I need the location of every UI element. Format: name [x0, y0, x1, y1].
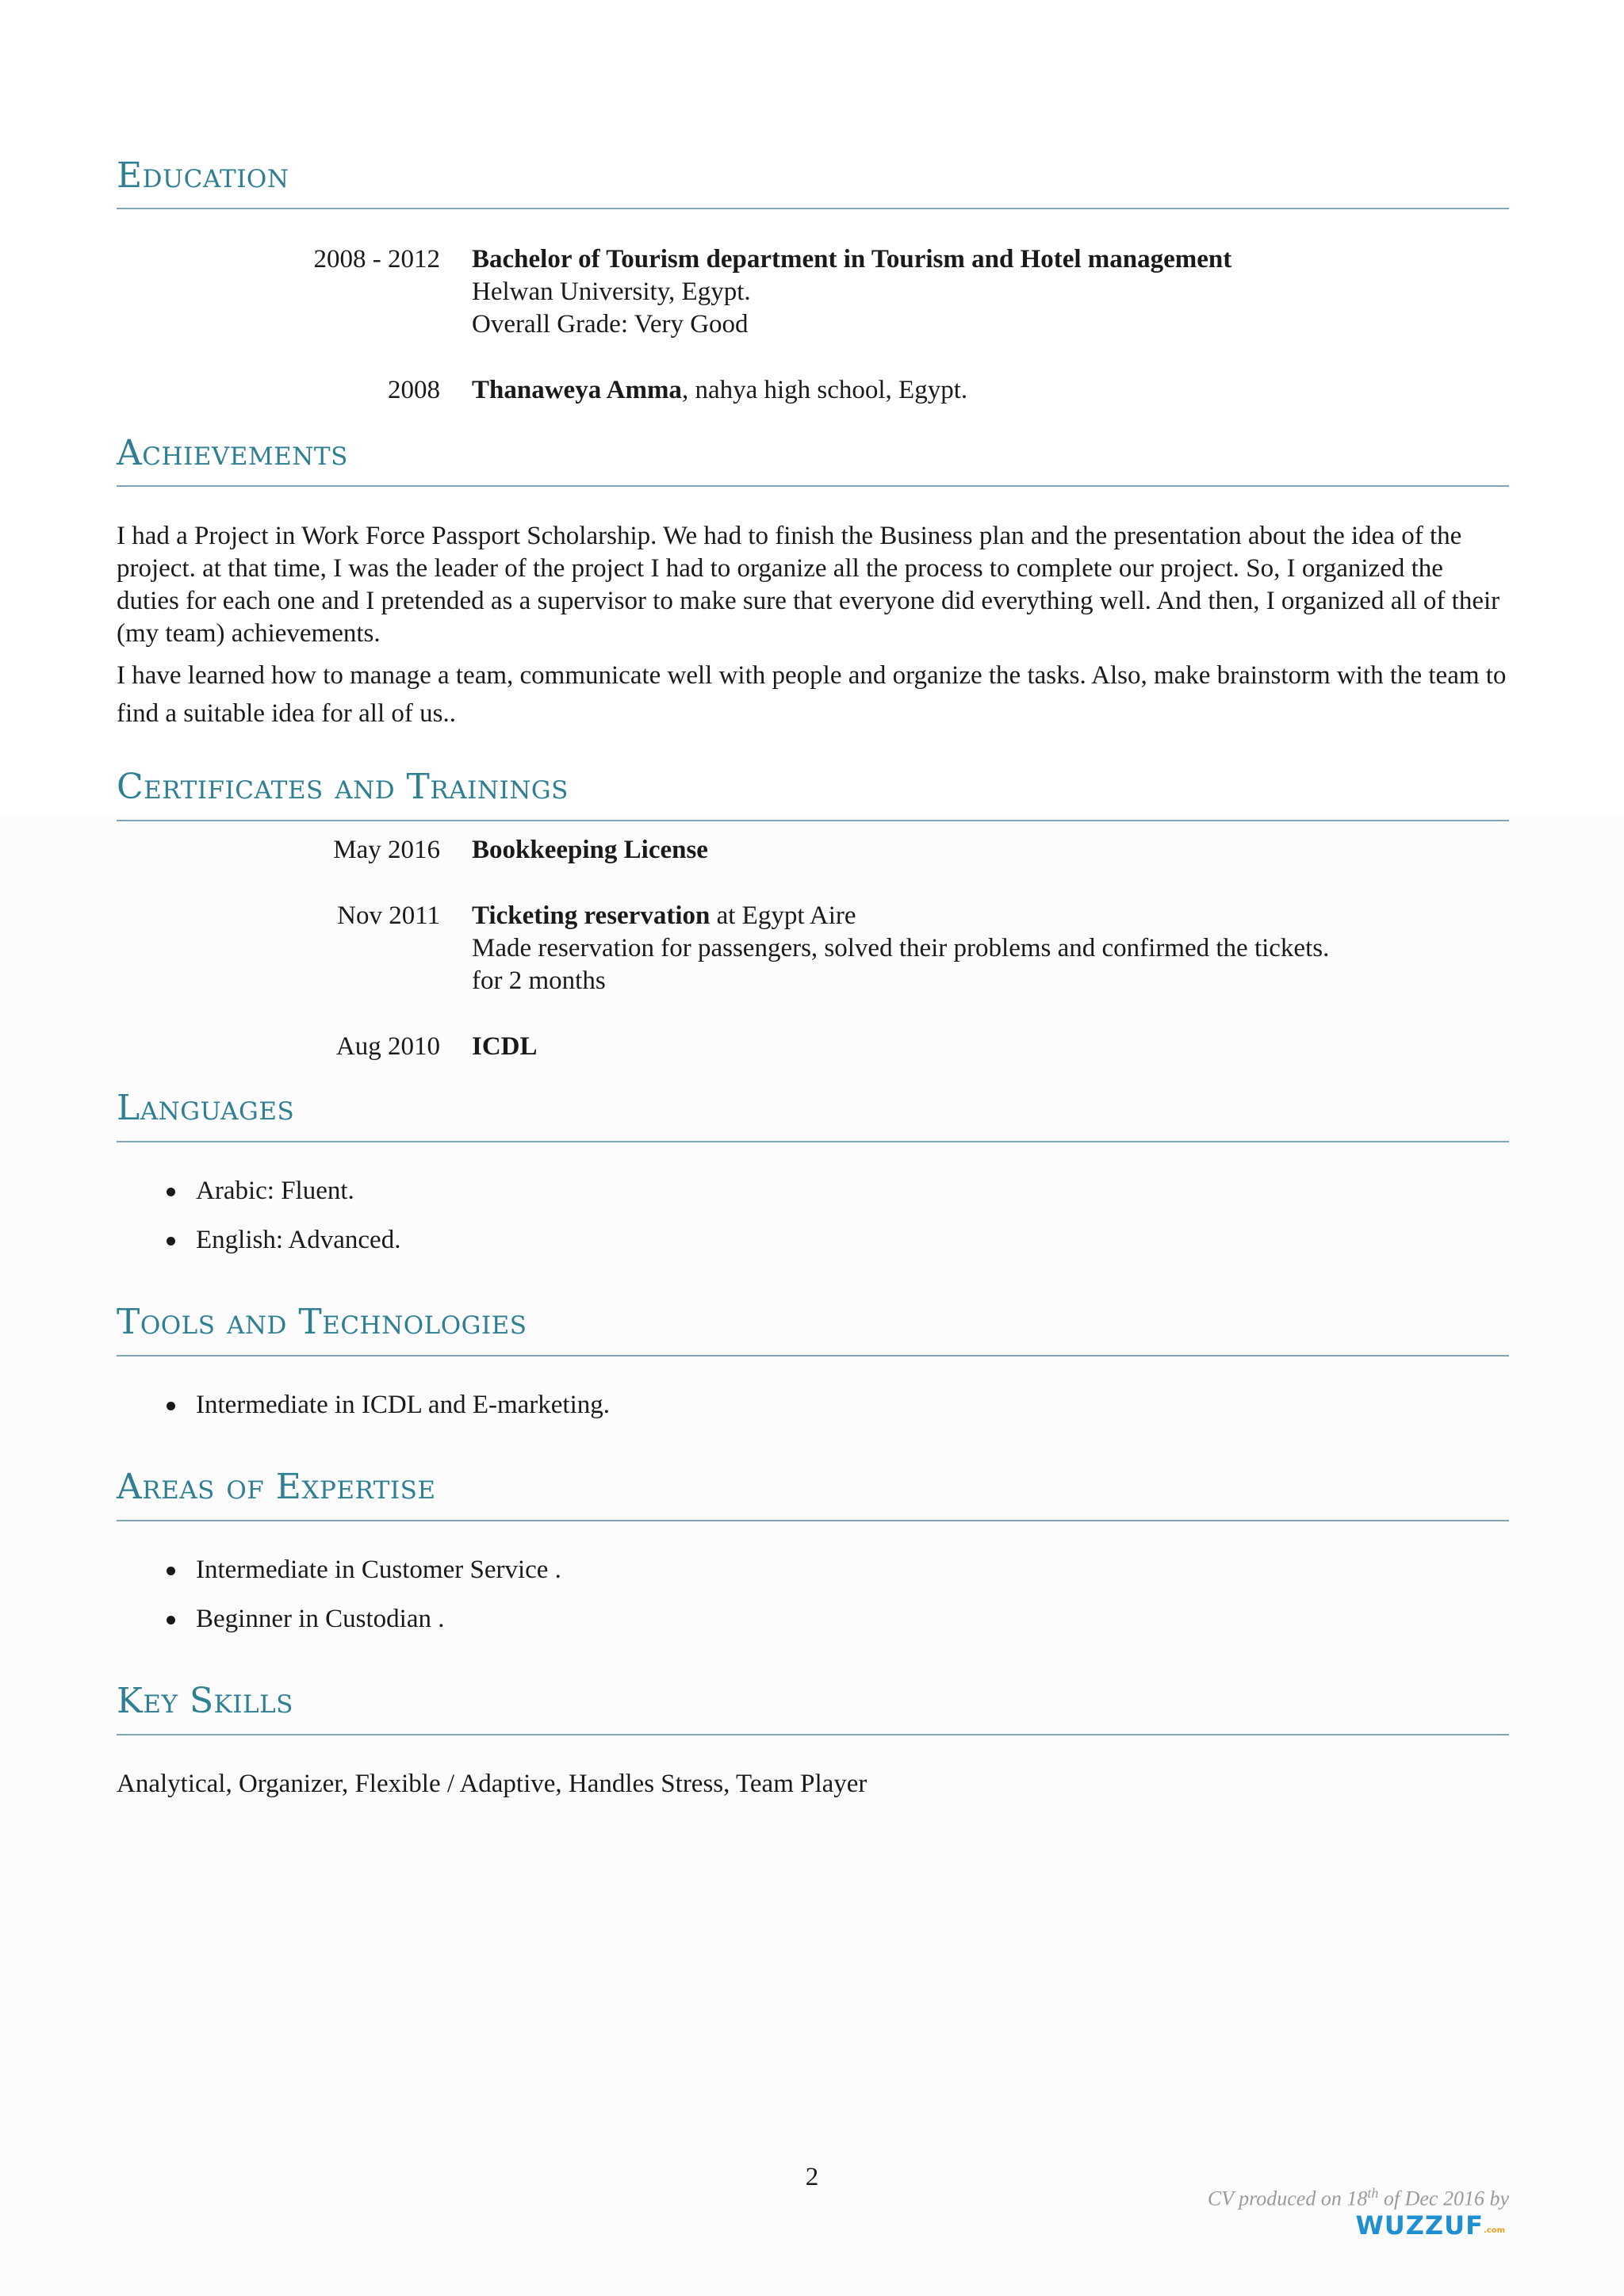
expertise-item	[117, 1603, 561, 1652]
certificate-entry	[472, 900, 1509, 997]
languages-rule	[117, 1141, 1509, 1142]
language-item	[117, 1224, 400, 1273]
bullet-icon	[167, 1188, 175, 1196]
education-date: 2008	[388, 376, 440, 404]
education-grade: Overall Grade: Very Good	[472, 310, 749, 339]
skills-text: Analytical, Organizer, Flexible / Adaptive, Handles Stress, Team Player	[117, 1770, 868, 1798]
education-entry	[472, 374, 1509, 407]
achievements-heading: Achievements	[117, 433, 348, 473]
education-degree: Thanaweya Amma	[472, 376, 682, 404]
produced-suffix: of Dec 2016 by	[1378, 2187, 1509, 2210]
education-detail: , nahya high school, Egypt.	[681, 376, 968, 404]
tool-item	[117, 1389, 610, 1438]
certificate-entry	[472, 1031, 1509, 1063]
certificate-name: Ticketing reservation	[472, 901, 710, 930]
language-item-text: Arabic: Fluent.	[196, 1177, 354, 1205]
expertise-heading: Areas of Expertise	[117, 1467, 436, 1507]
expertise-item	[117, 1554, 561, 1603]
achievements-rule	[117, 485, 1509, 487]
education-rule	[117, 208, 1509, 209]
wuzzuf-logo-text: WUZZUF	[1355, 2210, 1484, 2241]
certificates-heading: Certificates and Trainings	[117, 767, 569, 807]
expertise-item-text: Beginner in Custodian .	[196, 1605, 445, 1633]
certificate-description: Made reservation for passengers, solved their problems and confirmed the tickets.	[472, 934, 1330, 962]
bullet-icon	[167, 1237, 175, 1246]
expertise-item-text: Intermediate in Customer Service .	[196, 1556, 561, 1584]
skills-heading: Key Skills	[117, 1681, 293, 1721]
education-heading: Education	[117, 155, 289, 196]
expertise-list	[117, 1554, 561, 1652]
education-entry	[472, 243, 1509, 341]
expertise-rule	[117, 1520, 1509, 1521]
achievements-paragraph: I have learned how to manage a team, communicate well with people and organize the tasks. Also, make brainstorm with the team to find a suitable idea for all of us..	[117, 661, 1507, 728]
tool-item-text: Intermediate in ICDL and E-marketing.	[196, 1391, 611, 1419]
tools-rule	[117, 1355, 1509, 1357]
tools-list	[117, 1389, 610, 1438]
certificate-entry	[472, 834, 1509, 867]
tools-heading: Tools and Technologies	[117, 1302, 527, 1342]
certificate-name: Bookkeeping License	[472, 836, 708, 864]
education-degree: Bachelor of Tourism department in Tourism and Hotel management	[472, 245, 1232, 274]
bullet-icon	[167, 1616, 175, 1624]
wuzzuf-logo[interactable]	[1355, 2210, 1505, 2241]
languages-heading: Languages	[117, 1088, 295, 1128]
page-number: 2	[805, 2163, 819, 2191]
produced-prefix: CV produced on 18	[1207, 2187, 1368, 2210]
produced-note	[1208, 2185, 1509, 2211]
certificate-date: Aug 2010	[335, 1032, 440, 1061]
certificates-rule	[117, 820, 1509, 821]
language-item-text: English: Advanced.	[196, 1226, 401, 1254]
wuzzuf-logo-dot: .com	[1483, 2226, 1505, 2235]
education-date: 2008 - 2012	[313, 245, 440, 274]
bullet-icon	[167, 1402, 175, 1410]
language-item	[117, 1175, 400, 1224]
produced-sup: th	[1367, 2185, 1379, 2201]
languages-list	[117, 1175, 400, 1273]
bullet-icon	[167, 1567, 175, 1575]
education-institution: Helwan University, Egypt.	[472, 277, 751, 306]
certificate-name: ICDL	[472, 1032, 538, 1061]
certificate-duration: for 2 months	[472, 966, 606, 995]
certificate-suffix: at Egypt Aire	[710, 901, 856, 930]
skills-rule	[117, 1734, 1509, 1735]
achievements-paragraph: I had a Project in Work Force Passport Scholarship. We had to finish the Business plan and the presentation about the idea of the project. at that time, I was the leader of the project I had to organize all the process to complete our project. So, I organized the duties for each one and I pretended as a supervisor to make sure that everyone did everything well. And then, I organized all of their (my team) achievements.	[117, 522, 1500, 648]
certificate-date: May 2016	[333, 836, 440, 864]
certificate-date: Nov 2011	[337, 901, 440, 930]
